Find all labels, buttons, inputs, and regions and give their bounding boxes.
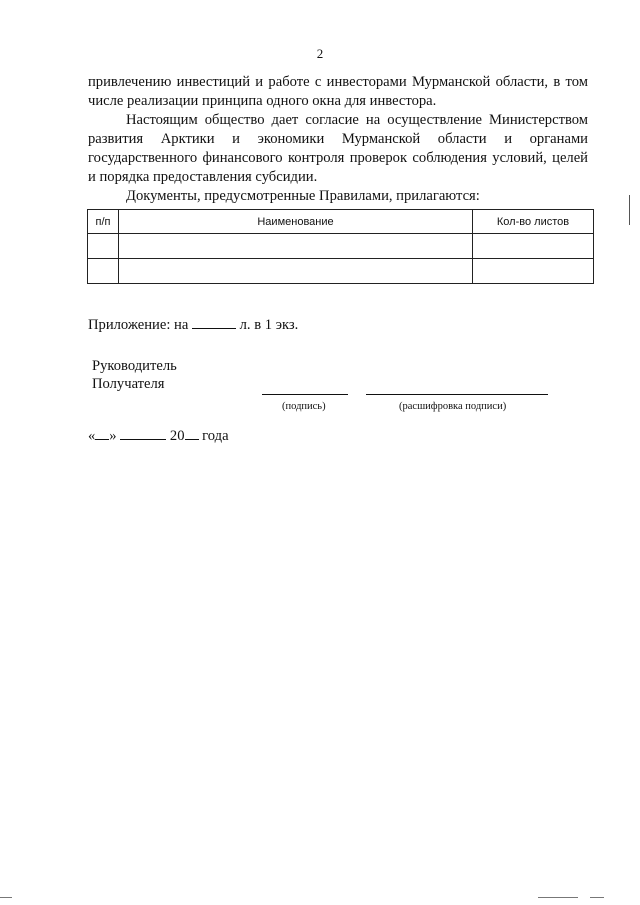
signatory-title-line1: Руководитель [92,358,177,374]
signature-caption: (подпись) [282,401,326,412]
table-cell [119,259,473,284]
body-text [88,73,588,206]
date-year-blank [185,439,199,440]
date-close-quote: » [109,428,117,444]
column-header-name: Наименование [119,210,473,234]
page-number: 2 [316,46,324,61]
table-cell [473,259,594,284]
signature-decoding-caption: (расшифровка подписи) [399,401,507,412]
date-line [88,428,229,445]
paragraph-documents-attached: Документы, предусмотренные Правилами, прилагаются: [126,188,480,204]
table-cell [473,234,594,259]
table-cell [119,234,473,259]
table-header-row [88,210,594,234]
appendix-sheets-blank [192,328,236,329]
date-year-suffix: года [202,428,229,444]
appendix-suffix: л. в 1 экз. [239,317,299,333]
scan-edge-mark [629,195,630,225]
scan-edge-mark [0,897,12,898]
date-year-prefix: 20 [169,428,185,444]
signatory-title-line2: Получателя [92,376,165,392]
table-row [88,234,594,259]
table-cell [88,234,119,259]
column-header-sheet-count: Кол-во листов [473,210,594,234]
paragraph-investment: привлечению инвестиций и работе с инвесторами Мурманской области, в том числе реализации принципа одного окна для инвестора. [88,74,588,109]
signature-decoding-line [366,394,548,395]
paragraph-consent: Настоящим общество дает согласие на осуществление Министерством развития Арктики и экономики Мурманской области и органами государственного финансового контроля проверок соблюдения условий, целей и порядка предоставления субсидии. [88,112,588,185]
scan-edge-mark [538,897,578,898]
appendix-prefix: Приложение: на [88,317,189,333]
signature-line [262,394,348,395]
date-open-quote: « [88,428,96,444]
appendix-line [88,317,298,334]
documents-table [87,209,594,284]
scan-edge-mark [590,897,604,898]
column-header-number: п/п [88,210,119,234]
date-day-blank [95,439,109,440]
signatory-title [92,357,177,393]
table-cell [88,259,119,284]
table-row [88,259,594,284]
date-month-blank [120,439,166,440]
documents-table-wrapper [87,209,594,284]
